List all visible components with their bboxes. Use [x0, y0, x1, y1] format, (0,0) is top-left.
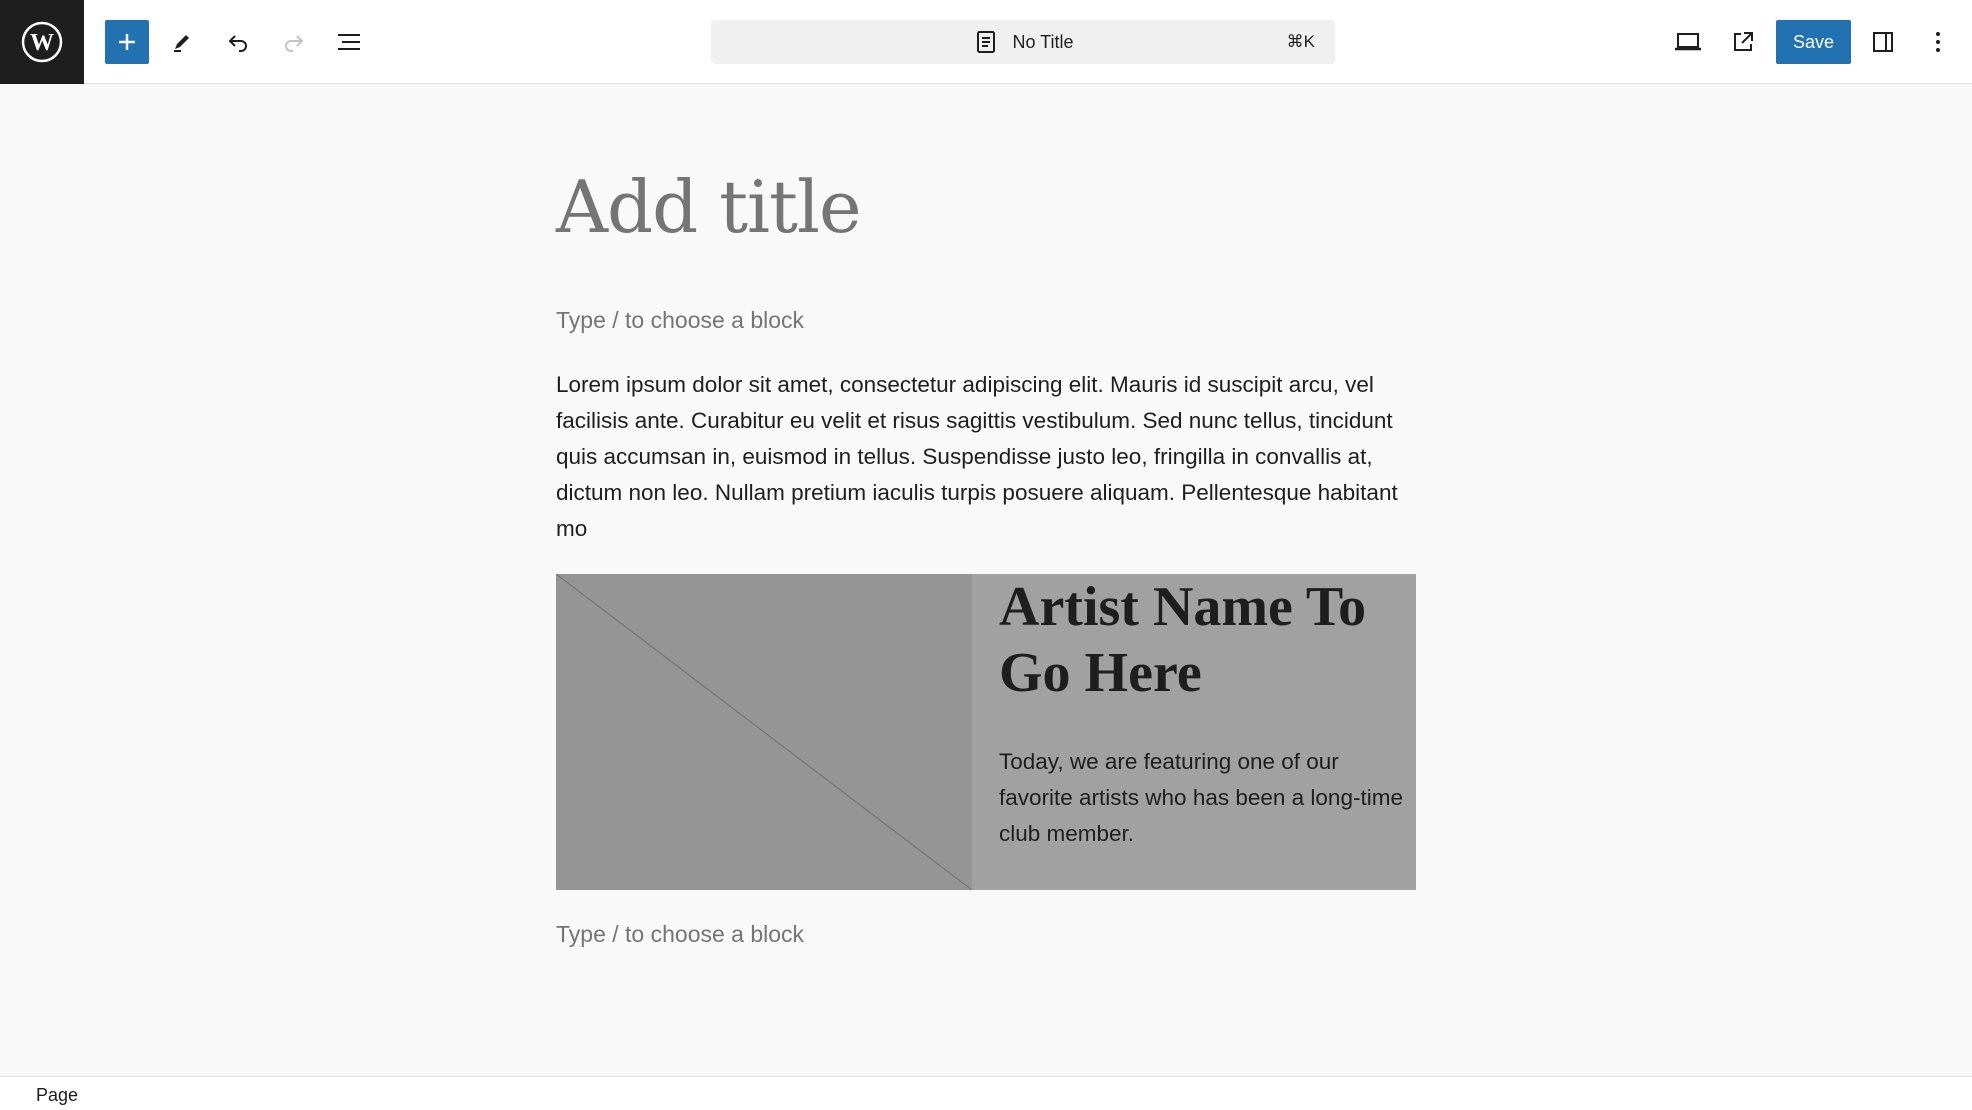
- artist-description[interactable]: Today, we are featuring one of our favorite artists who has been a long-time club member.: [999, 749, 1403, 846]
- more-vertical-icon: [1934, 30, 1942, 54]
- document-overview-icon: [336, 31, 362, 53]
- document-overview-button[interactable]: [327, 20, 371, 64]
- placeholder-diagonal: [556, 574, 972, 890]
- edit-mode-button[interactable]: [160, 20, 204, 64]
- svg-text:W: W: [30, 30, 54, 56]
- paragraph-block[interactable]: Lorem ipsum dolor sit amet, consectetur adipiscing elit. Mauris id suscipit arcu, vel facilisis ante. Curabitur eu velit et risus sagittis vestibulum. Sed nunc tellus, tincidunt quis accumsan in, euismod in tellus. Suspendisse justo leo, fringilla in convallis at, dictum non leo. Nullam pretium iaculis turpis posuere aliquam. Pellentesque habitant mo: [556, 372, 1398, 541]
- view-device-button[interactable]: [1666, 20, 1710, 64]
- undo-button[interactable]: [216, 20, 260, 64]
- editor-canvas: [0, 85, 1972, 1076]
- media-text-block[interactable]: [556, 574, 1416, 890]
- external-link-icon: [1731, 30, 1755, 54]
- redo-icon: [282, 30, 306, 54]
- keyboard-shortcut: ⌘K: [1286, 32, 1315, 51]
- options-button[interactable]: [1916, 20, 1960, 64]
- breadcrumb[interactable]: Page: [36, 1085, 79, 1105]
- page-icon: [975, 30, 997, 54]
- pencil-icon: [171, 31, 193, 53]
- image-placeholder[interactable]: [556, 574, 972, 890]
- document-title: No Title: [1012, 31, 1074, 52]
- wordpress-logo-button[interactable]: [0, 0, 84, 84]
- command-palette-button[interactable]: [711, 20, 1335, 64]
- save-button[interactable]: Save: [1776, 20, 1851, 64]
- editor-toolbar: [0, 0, 1972, 84]
- artist-heading[interactable]: Artist Name To Go Here: [999, 576, 1367, 704]
- block-appender-bottom[interactable]: Type / to choose a block: [556, 921, 805, 947]
- plus-icon: [117, 32, 137, 52]
- add-block-button[interactable]: [105, 20, 149, 64]
- settings-sidebar-button[interactable]: [1861, 20, 1905, 64]
- block-appender[interactable]: Type / to choose a block: [556, 307, 805, 333]
- view-page-button[interactable]: [1721, 20, 1765, 64]
- desktop-icon: [1674, 31, 1702, 53]
- undo-icon: [226, 30, 250, 54]
- wordpress-icon: [20, 20, 64, 64]
- redo-button[interactable]: [272, 20, 316, 64]
- media-text-content: [999, 574, 1409, 852]
- editor-footer: [0, 1076, 1972, 1110]
- sidebar-icon: [1871, 30, 1895, 54]
- post-title-input[interactable]: Add title: [556, 165, 861, 249]
